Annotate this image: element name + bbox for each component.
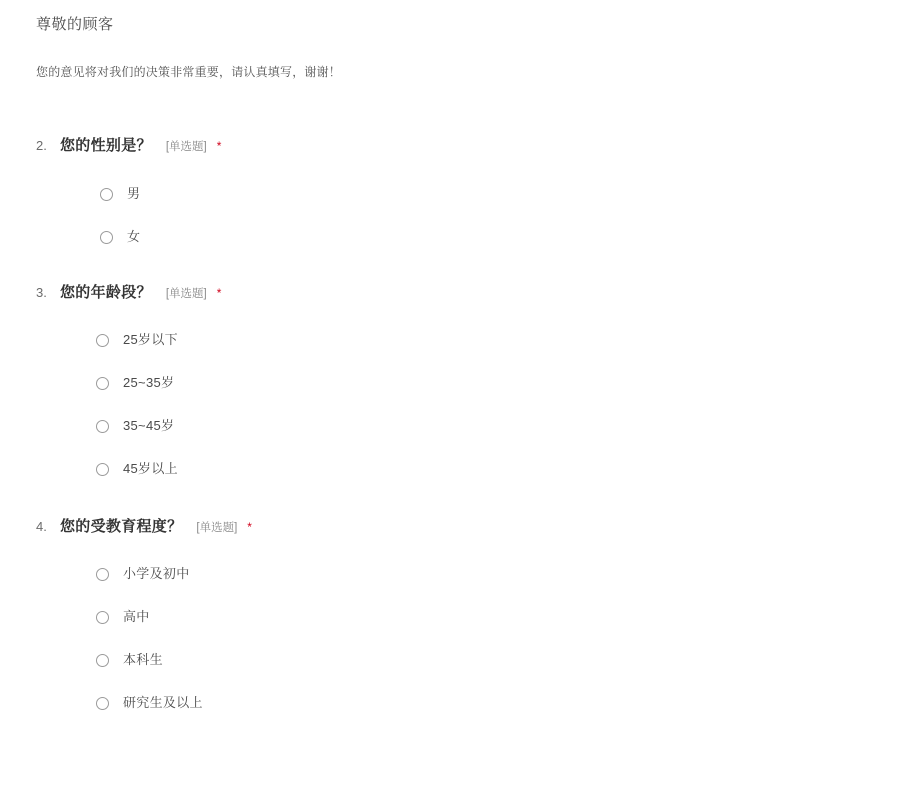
- required-marker: *: [216, 139, 222, 153]
- option-label: 女: [127, 229, 141, 244]
- option-item[interactable]: [96, 457, 900, 481]
- question-header: [36, 134, 900, 155]
- question-title: 您的受教育程度？: [60, 518, 183, 535]
- radio-icon[interactable]: [96, 463, 109, 476]
- radio-icon[interactable]: [96, 697, 109, 710]
- question-title: 您的年龄段？: [60, 284, 152, 301]
- radio-icon[interactable]: [100, 231, 113, 244]
- option-item[interactable]: [96, 691, 900, 715]
- radio-icon[interactable]: [96, 377, 109, 390]
- question-title: 您的性别是？: [60, 137, 152, 154]
- question-header: [36, 515, 900, 536]
- option-list: [36, 562, 900, 715]
- question-type: [单选题]: [196, 522, 238, 534]
- question-header: [36, 281, 900, 302]
- option-list: [36, 182, 900, 249]
- option-item[interactable]: [96, 414, 900, 438]
- survey-intro: [0, 0, 900, 82]
- radio-icon[interactable]: [96, 420, 109, 433]
- option-label: 45岁以上: [123, 461, 178, 476]
- option-label: 高中: [123, 609, 150, 624]
- option-label: 25岁以下: [123, 332, 178, 347]
- option-item[interactable]: [96, 648, 900, 672]
- question-index: 4.: [36, 519, 47, 534]
- radio-icon[interactable]: [96, 568, 109, 581]
- radio-icon[interactable]: [96, 334, 109, 347]
- question-type: [单选题]: [165, 288, 207, 300]
- question-index: 2.: [36, 138, 47, 153]
- question-list: [0, 134, 900, 715]
- option-label: 35~45岁: [123, 418, 175, 433]
- question-type: [单选题]: [165, 141, 207, 153]
- option-item[interactable]: [96, 605, 900, 629]
- option-item[interactable]: [96, 562, 900, 586]
- radio-icon[interactable]: [96, 654, 109, 667]
- option-item[interactable]: [100, 225, 900, 249]
- option-item[interactable]: [100, 182, 900, 206]
- question-age: [0, 281, 900, 481]
- option-item[interactable]: [96, 328, 900, 352]
- option-label: 研究生及以上: [123, 695, 203, 710]
- question-index: 3.: [36, 285, 47, 300]
- radio-icon[interactable]: [96, 611, 109, 624]
- option-label: 25~35岁: [123, 375, 175, 390]
- intro-description: 您的意见将对我们的决策非常重要，请认真填写，谢谢！: [36, 65, 342, 79]
- page-title: 尊敬的顾客: [36, 16, 114, 33]
- required-marker: *: [216, 286, 222, 300]
- radio-icon[interactable]: [100, 188, 113, 201]
- option-item[interactable]: [96, 371, 900, 395]
- option-label: 本科生: [123, 652, 163, 667]
- option-list: [36, 328, 900, 481]
- option-label: 小学及初中: [123, 566, 190, 581]
- option-label: 男: [127, 186, 141, 201]
- required-marker: *: [247, 520, 252, 534]
- question-gender: [0, 134, 900, 249]
- question-education: [0, 515, 900, 715]
